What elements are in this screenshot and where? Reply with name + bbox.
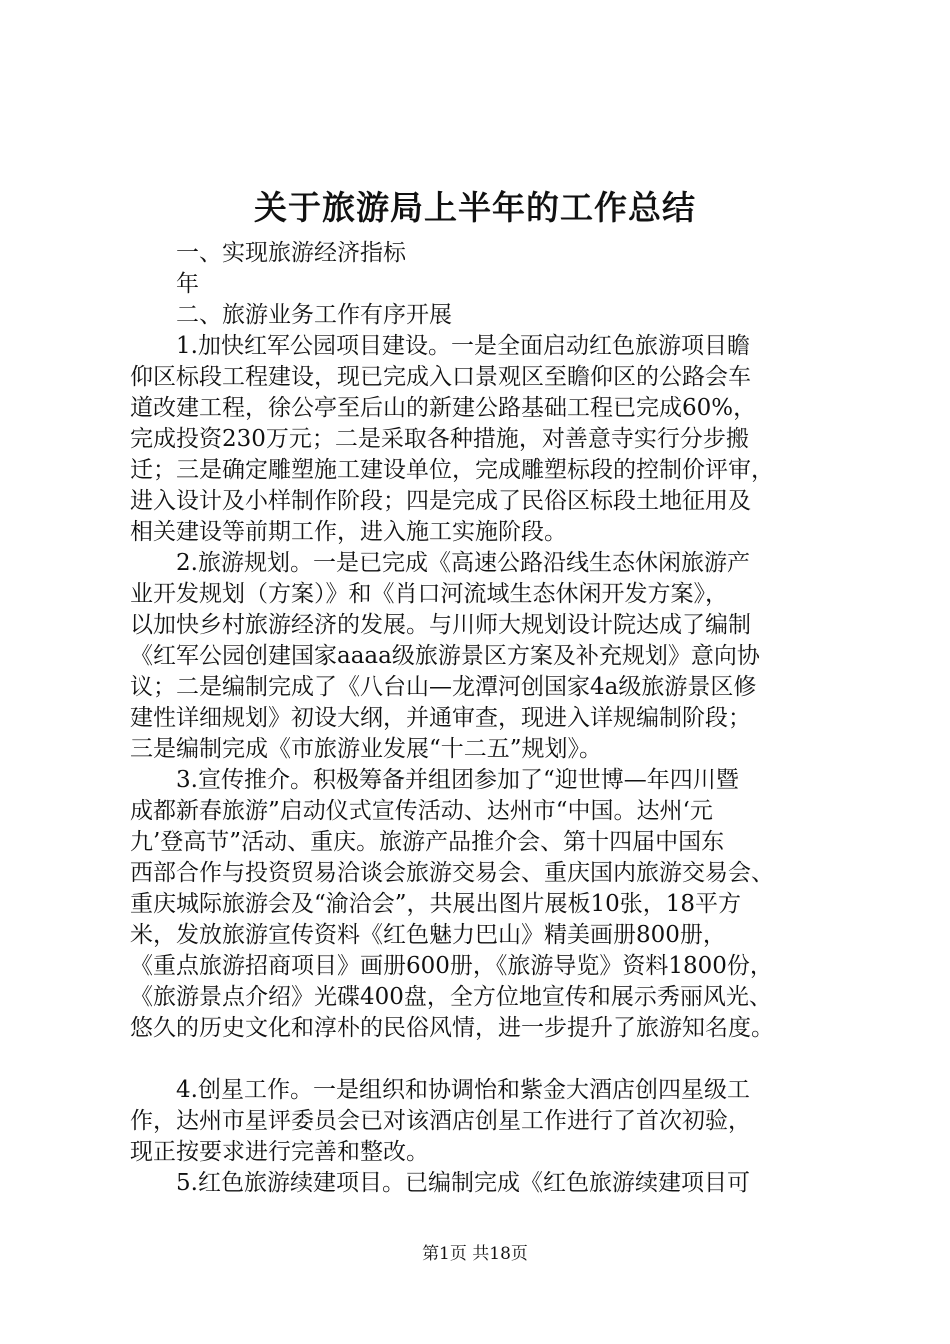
body-text-line: 完成投资230万元；二是采取各种措施，对善意寺实行分步搬 <box>130 426 749 452</box>
body-text-line: 《旅游景点介绍》光碟400盘，全方位地宣传和展示秀丽风光、 <box>130 984 772 1010</box>
body-text-line: 1.加快红军公园项目建设。一是全面启动红色旅游项目瞻 <box>130 333 750 359</box>
body-text-line: 三是编制完成《市旅游业发展“十二五”规划》。 <box>130 736 603 762</box>
body-text-line: 《红军公园创建国家aaaa级旅游景区方案及补充规划》意向协 <box>130 643 760 669</box>
body-text-line: 道改建工程，徐公亭至后山的新建公路基础工程已完成60%， <box>130 395 757 421</box>
body-text-line: 建性详细规划》初设大纲，并通审查，现进入详规编制阶段； <box>130 705 751 731</box>
body-text-line: 二、旅游业务工作有序开展 <box>130 302 452 328</box>
body-text-line: 2.旅游规划。一是已完成《高速公路沿线生态休闲旅游产 <box>130 550 750 576</box>
body-text-line: 悠久的历史文化和淳朴的民俗风情，进一步提升了旅游知名度。 <box>130 1015 774 1041</box>
body-text-line: 相关建设等前期工作，进入施工实施阶段。 <box>130 519 567 545</box>
body-text-line: 《重点旅游招商项目》画册600册，《旅游导览》资料1800份， <box>130 953 773 979</box>
body-text-line <box>130 1044 856 1075</box>
body-text-line: 一、实现旅游经济指标 <box>130 240 406 266</box>
body-text-line: 米，发放旅游宣传资料《红色魅力巴山》精美画册800册， <box>130 922 726 948</box>
body-text-line: 业开发规划（方案）》和《肖口河流域生态休闲开发方案》， <box>130 581 728 607</box>
body-text-line: 迁；三是确定雕塑施工建设单位，完成雕塑标段的控制价评审， <box>130 457 774 483</box>
body-text-line: 作，达州市星评委员会已对该酒店创星工作进行了首次初验， <box>130 1108 751 1134</box>
body-text-line: 5.红色旅游续建项目。已编制完成《红色旅游续建项目可 <box>130 1170 750 1196</box>
body-text-line: 议；二是编制完成了《八台山—龙潭河创国家4a级旅游景区修 <box>130 674 757 700</box>
body-text-line: 以加快乡村旅游经济的发展。与川师大规划设计院达成了编制 <box>130 612 751 638</box>
document-title: 关于旅游局上半年的工作总结 <box>254 188 696 227</box>
body-text-line: 年 <box>130 271 199 297</box>
body-text-line: 4.创星工作。一是组织和协调怡和紫金大酒店创四星级工 <box>130 1077 750 1103</box>
body-text-line: 九’登高节”活动、重庆。旅游产品推介会、第十四届中国东 <box>130 829 725 855</box>
body-text-line: 3.宣传推介。积极筹备并组团参加了“迎世博—年四川暨 <box>130 767 739 793</box>
body-text-line: 进入设计及小样制作阶段；四是完成了民俗区标段土地征用及 <box>130 488 751 514</box>
body-text-line: 重庆城际旅游会及“渝洽会”，共展出图片展板10张，18平方 <box>130 891 742 917</box>
body-text-line: 仰区标段工程建设，现已完成入口景观区至瞻仰区的公路会车 <box>130 364 751 390</box>
document-body <box>130 238 856 1199</box>
body-text-line: 现正按要求进行完善和整改。 <box>130 1139 429 1165</box>
body-text-line: 成都新春旅游”启动仪式宣传活动、达州市“中国。达州‘元 <box>130 798 713 824</box>
page-footer: 第1页 共18页 <box>422 1244 528 1264</box>
body-text-line: 西部合作与投资贸易洽谈会旅游交易会、重庆国内旅游交易会、 <box>130 860 774 886</box>
